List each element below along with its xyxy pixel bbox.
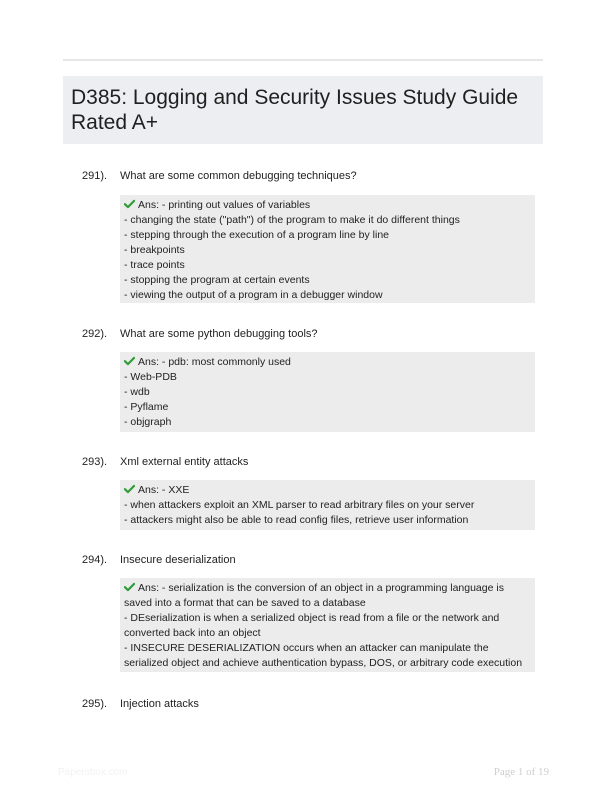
title-banner [63, 76, 543, 144]
question-number: 294). [82, 554, 108, 566]
question-text: Insecure deserialization [120, 554, 236, 566]
answer-line: - breakpoints [124, 244, 185, 256]
answer-line: - objgraph [124, 416, 172, 428]
question-number: 292). [82, 328, 108, 340]
answer-line: Ans: - serialization is the conversion of an object in a programming language is saved into a format that can be saved to a database [124, 582, 504, 609]
question-text: What are some python debugging tools? [120, 328, 318, 340]
top-divider [63, 59, 543, 61]
checkmark-icon [124, 582, 135, 592]
question-number: 295). [82, 698, 108, 710]
checkmark-icon [124, 356, 135, 366]
answer-line: - attackers might also be able to read config files, retrieve user information [124, 514, 469, 526]
answer-line: - Pyflame [124, 401, 169, 413]
answer-line: - trace points [124, 259, 185, 271]
footer-watermark: Papersbox.com [58, 767, 128, 778]
answer-line: - stopping the program at certain events [124, 274, 310, 286]
answer-line: - wdb [124, 386, 150, 398]
checkmark-icon [124, 484, 135, 494]
question-text: What are some common debugging techniques? [120, 170, 357, 182]
answer-line: Ans: - XXE [124, 483, 530, 498]
answer-line: - INSECURE DESERIALIZATION occurs when an attacker can manipulate the serialized object and achieve authentication bypass, DOS, or arbitrary code execution [124, 642, 523, 669]
question-number: 293). [82, 456, 108, 468]
answer-line: Ans: - printing out values of variables [124, 198, 530, 213]
answer-line: - Web-PDB [124, 371, 177, 383]
answer-box [120, 578, 535, 672]
question-text: Injection attacks [120, 698, 199, 710]
answer-box [120, 195, 535, 303]
page-indicator: Page 1 of 19 [493, 766, 549, 778]
answer-line: Ans: - pdb: most commonly used [124, 355, 530, 370]
checkmark-icon [124, 199, 135, 209]
answer-line: - changing the state ("path") of the program to make it do different things [124, 214, 460, 226]
question-text: Xml external entity attacks [120, 456, 249, 468]
answer-line: - viewing the output of a program in a debugger window [124, 289, 383, 301]
page-title: D385: Logging and Security Issues Study Guide Rated A+ [71, 86, 519, 134]
answer-line: - stepping through the execution of a program line by line [124, 229, 389, 241]
answer-box [120, 352, 535, 432]
answer-line: - DEserialization is when a serialized object is read from a file or the network and converted back into an object [124, 612, 500, 639]
question-number: 291). [82, 170, 108, 182]
answer-box [120, 480, 535, 530]
answer-line: - when attackers exploit an XML parser to read arbitrary files on your server [124, 499, 475, 511]
